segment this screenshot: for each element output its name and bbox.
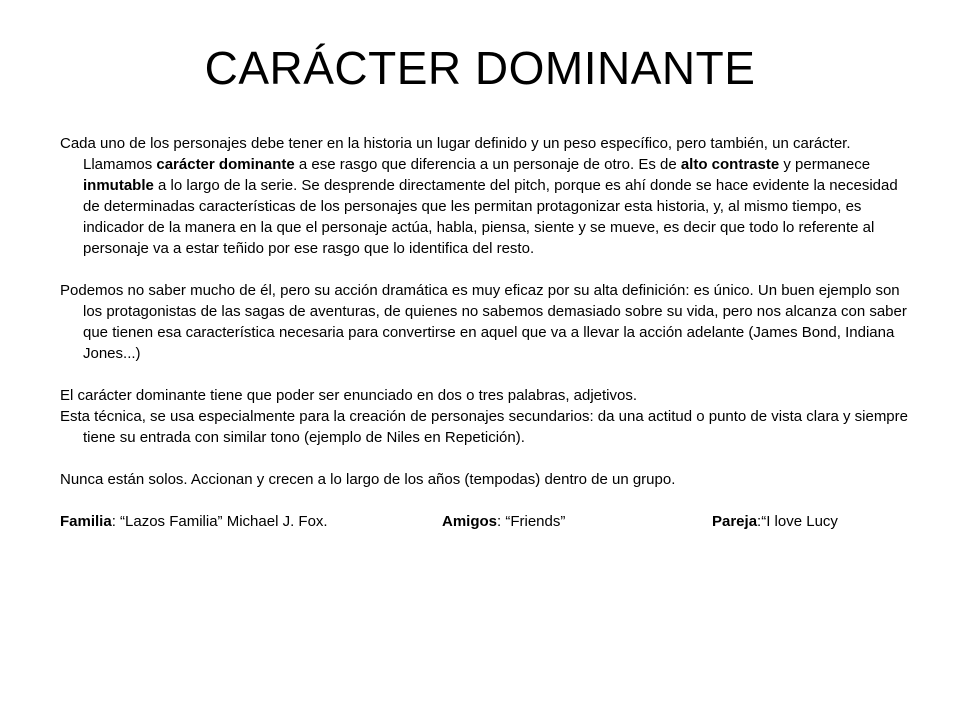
paragraph-text: y permanece xyxy=(779,156,871,173)
bold-term: alto contraste xyxy=(680,156,780,173)
paragraph-text: Cada uno de los personajes debe tener en la historia un lugar definido y un peso específico, pero también, un carácter. Llamamos xyxy=(60,135,851,173)
group-examples-row xyxy=(60,511,910,532)
spacer xyxy=(60,490,910,511)
group-separator: : xyxy=(757,513,762,530)
group-label: Pareja xyxy=(712,513,758,530)
spacer xyxy=(60,259,910,280)
group-separator: : xyxy=(497,513,506,530)
group-label: Amigos xyxy=(442,513,498,530)
paragraph-technique: Esta técnica, se usa especialmente para la creación de personajes secundarios: da una actitud o punto de vista clara y siempre tiene su entrada con similar tono (ejemplo de Niles en Repetición). xyxy=(60,408,908,446)
group-couple xyxy=(712,511,838,532)
paragraph-adjectives: El carácter dominante tiene que poder ser enunciado en dos o tres palabras, adjetivos. xyxy=(60,387,638,404)
slide-body xyxy=(60,133,910,532)
group-example: “Lazos Familia” Michael J. Fox. xyxy=(120,513,328,530)
group-example: “Friends” xyxy=(505,513,566,530)
paragraph-groups-intro: Nunca están solos. Accionan y crecen a lo largo de los años (tempodas) dentro de un grupo. xyxy=(60,471,676,488)
bold-term: carácter dominante xyxy=(156,156,295,173)
spacer xyxy=(60,364,910,385)
paragraph-text: a ese rasgo que diferencia a un personaje de otro. Es de xyxy=(294,156,681,173)
slide-title: CARÁCTER DOMINANTE xyxy=(204,42,756,94)
group-separator: : xyxy=(111,513,121,530)
paragraph-text: a lo largo de la serie. Se desprende directamente del pitch, porque es ahí donde se hace evidente la necesidad de determinadas características de los personajes que les permitan protagonizar esta historia, y, al mismo tiempo, es indicador de la manera en la que el personaje actúa, habla, piensa, siente y se mueve, es decir que todo lo referente al personaje va a estar teñido por ese rasgo que lo identifica del resto. xyxy=(83,177,898,257)
group-friends xyxy=(442,511,565,532)
bold-term: inmutable xyxy=(83,177,154,194)
paragraph-dominant-character xyxy=(60,133,910,259)
group-family xyxy=(60,511,328,532)
spacer xyxy=(60,448,910,469)
group-label: Familia xyxy=(60,513,112,530)
paragraph-dramatic-action: Podemos no saber mucho de él, pero su acción dramática es muy eficaz por su alta definición: es único. Un buen ejemplo son los protagonistas de las sagas de aventuras, de quienes no sabemos demasiado sobre su vida, pero nos alcanza con saber que tienen esa característica necesaria para convertirse en aquel que va a llevar la acción adelante (James Bond, Indiana Jones...) xyxy=(60,282,907,362)
group-example: “I love Lucy xyxy=(761,513,838,530)
